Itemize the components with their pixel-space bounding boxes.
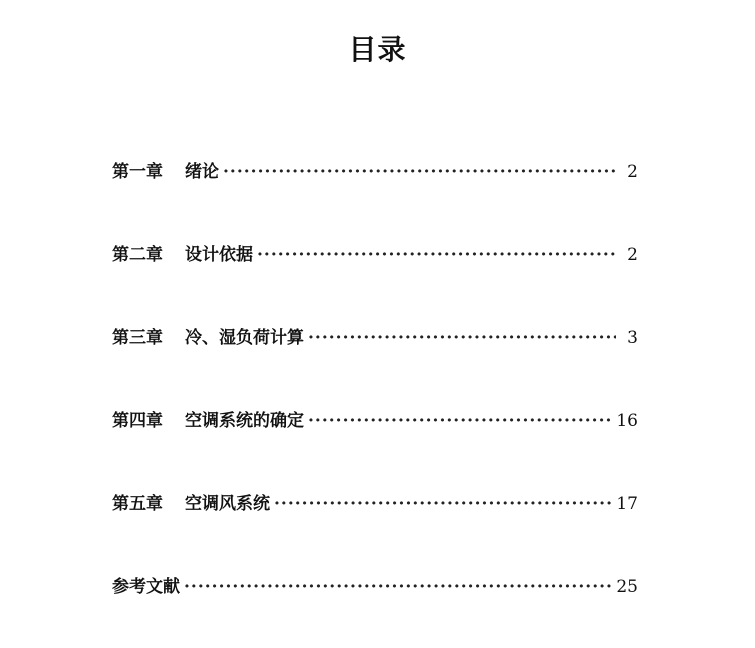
toc-entry-title: 绪论 [185,162,219,182]
toc-chapter-label: 第二章 [112,245,163,265]
toc-entry-3[interactable] [112,316,638,399]
toc-entry-5[interactable] [112,482,638,565]
toc-page-number: 17 [616,494,638,514]
toc-chapter-label: 第四章 [112,411,163,431]
toc-page-number: 2 [627,162,638,182]
dot-leader [223,150,616,194]
toc-entry-title: 空调风系统 [185,494,270,514]
toc-entry-2[interactable] [112,233,638,316]
page-title: 目录 [348,33,407,66]
toc-entry-4[interactable] [112,399,638,482]
dot-leader [308,399,612,443]
toc-chapter-label: 第一章 [112,162,163,182]
toc-entry-title: 参考文献 [112,577,180,597]
toc-entry-1[interactable] [112,150,638,233]
dot-leader [308,316,616,360]
toc-chapter-label: 第三章 [112,328,163,348]
table-of-contents [112,150,638,648]
toc-chapter-label: 第五章 [112,494,163,514]
toc-entry-title: 空调系统的确定 [185,411,304,431]
dot-leader [257,233,616,277]
toc-entry-title: 设计依据 [185,245,253,265]
toc-page-number: 3 [627,328,638,348]
toc-entry-title: 冷、湿负荷计算 [185,328,304,348]
toc-page-number: 16 [616,411,638,431]
toc-page-number: 2 [627,245,638,265]
toc-entry-6[interactable] [112,565,638,648]
dot-leader [184,565,612,609]
dot-leader [274,482,612,526]
toc-page-number: 25 [616,577,638,597]
